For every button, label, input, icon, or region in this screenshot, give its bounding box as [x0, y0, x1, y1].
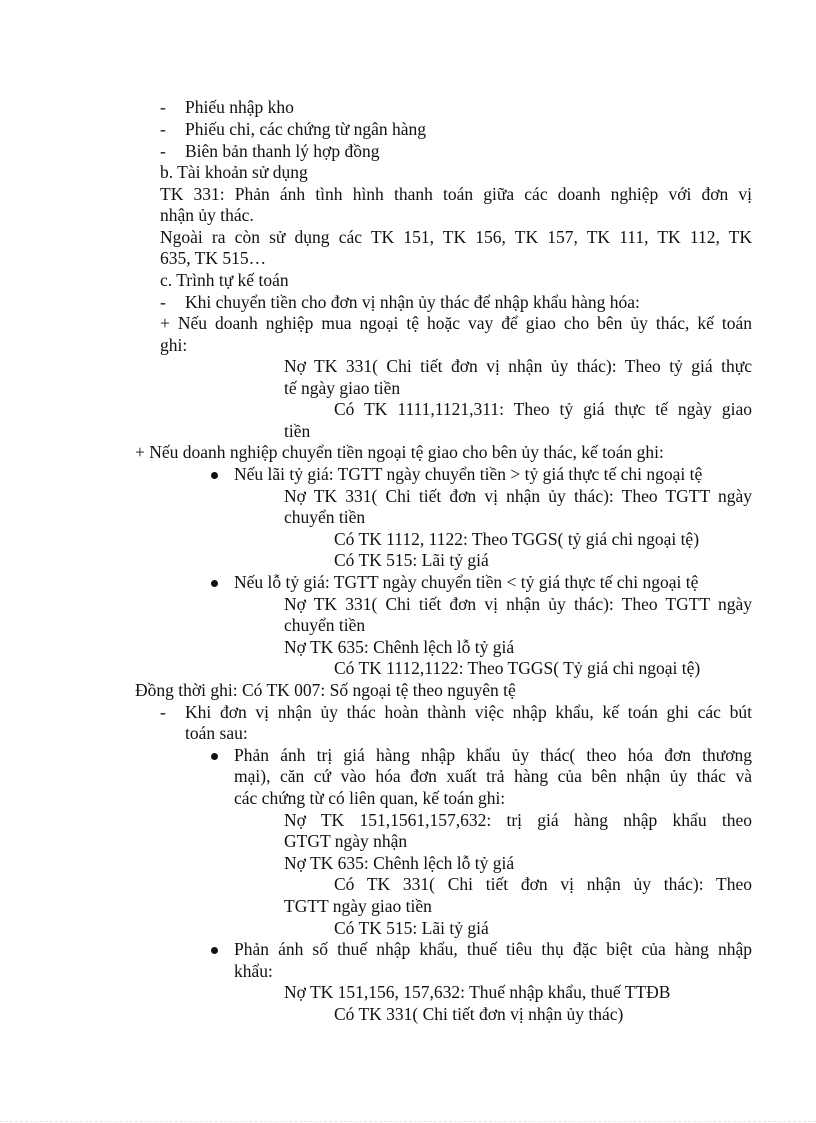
text-line: b. Tài khoản sử dụng: [160, 162, 308, 182]
text-line: + Nếu doanh nghiệp chuyển tiền ngoại tệ giao cho bên ủy thác, kế toán ghi:: [135, 442, 664, 462]
text-line: Nợ TK 331( Chi tiết đơn vị nhận ủy thác): Theo tỷ giá thực: [284, 356, 752, 376]
text-line: Có TK 1112,1122: Theo TGGS( Tỷ giá chi ngoại tệ): [334, 658, 701, 678]
list-dash-marker: -: [160, 292, 166, 312]
text-line: + Nếu doanh nghiệp mua ngoại tệ hoặc vay để giao cho bên ủy thác, kế toán: [160, 313, 752, 333]
text-line: 635, TK 515…: [160, 248, 267, 268]
bullet-icon: [211, 753, 218, 760]
text-line: Ngoài ra còn sử dụng các TK 151, TK 156, TK 157, TK 111, TK 112, TK: [160, 227, 752, 247]
text-line: Có TK 515: Lãi tỷ giá: [334, 918, 489, 938]
text-line: Nếu lãi tỷ giá: TGTT ngày chuyển tiền > tỷ giá thực tế chi ngoại tệ: [234, 464, 703, 484]
text-line: TGTT ngày giao tiền: [284, 896, 432, 916]
text-line: khẩu:: [234, 961, 273, 981]
text-line: tế ngày giao tiền: [284, 378, 401, 398]
text-line: Nợ TK 151,156, 157,632: Thuế nhập khẩu, thuế TTĐB: [284, 982, 671, 1002]
text-line: Có TK 1111,1121,311: Theo tỷ giá thực tế ngày giao: [334, 399, 752, 419]
bullet-icon: [211, 947, 218, 954]
text-line: tiền: [284, 421, 311, 441]
text-line: Nợ TK 635: Chênh lệch lỗ tỷ giá: [284, 637, 515, 657]
text-line: mại), căn cứ vào hóa đơn xuất trả hàng của bên nhận ủy thác và: [234, 766, 752, 786]
bullet-icon: [211, 472, 218, 479]
text-line: Khi chuyển tiền cho đơn vị nhận ủy thác để nhập khẩu hàng hóa:: [185, 292, 640, 312]
text-line: các chứng từ có liên quan, kế toán ghi:: [234, 788, 506, 808]
text-line: nhận ủy thác.: [160, 205, 254, 225]
text-line: Nợ TK 635: Chênh lệch lỗ tỷ giá: [284, 853, 515, 873]
text-line: Nếu lỗ tỷ giá: TGTT ngày chuyển tiền < tỷ giá thực tế chi ngoại tệ: [234, 572, 699, 592]
text-line: toán sau:: [185, 723, 248, 743]
text-line: TK 331: Phản ánh tình hình thanh toán giữa các doanh nghiệp với đơn vị: [160, 184, 752, 204]
list-dash-marker: -: [160, 702, 166, 722]
text-line: chuyển tiền: [284, 615, 366, 635]
text-line: Có TK 515: Lãi tỷ giá: [334, 550, 489, 570]
text-line: Nợ TK 151,1561,157,632: trị giá hàng nhập khẩu theo: [284, 810, 752, 830]
text-line: c. Trình tự kế toán: [160, 270, 289, 290]
text-line: Phản ánh số thuế nhập khẩu, thuế tiêu thụ đặc biệt của hàng nhập: [234, 939, 752, 959]
text-line: GTGT ngày nhận: [284, 831, 408, 851]
text-line: Biên bản thanh lý hợp đồng: [185, 141, 380, 161]
text-line: Có TK 331( Chi tiết đơn vị nhận ủy thác): Theo: [334, 874, 752, 894]
list-dash-marker: -: [160, 119, 166, 139]
text-line: Có TK 1112, 1122: Theo TGGS( tỷ giá chi ngoại tệ): [334, 529, 700, 549]
text-line: Có TK 331( Chi tiết đơn vị nhận ủy thác): [334, 1004, 624, 1024]
bullet-icon: [211, 580, 218, 587]
list-dash-marker: -: [160, 141, 166, 161]
text-line: Nợ TK 331( Chi tiết đơn vị nhận ủy thác): Theo TGTT ngày: [284, 486, 752, 506]
text-line: Phiếu nhập kho: [185, 97, 294, 117]
text-line: Nợ TK 331( Chi tiết đơn vị nhận ủy thác): Theo TGTT ngày: [284, 594, 752, 614]
list-dash-marker: -: [160, 97, 166, 117]
text-line: ghi:: [160, 335, 188, 355]
text-line: Phản ánh trị giá hàng nhập khẩu ủy thác( theo hóa đơn thương: [234, 745, 752, 765]
text-line: Đồng thời ghi: Có TK 007: Số ngoại tệ theo nguyên tệ: [135, 680, 516, 700]
text-line: Phiếu chi, các chứng từ ngân hàng: [185, 119, 427, 139]
text-line: Khi đơn vị nhận ủy thác hoàn thành việc nhập khẩu, kế toán ghi các bút: [185, 702, 752, 722]
text-line: chuyển tiền: [284, 507, 366, 527]
